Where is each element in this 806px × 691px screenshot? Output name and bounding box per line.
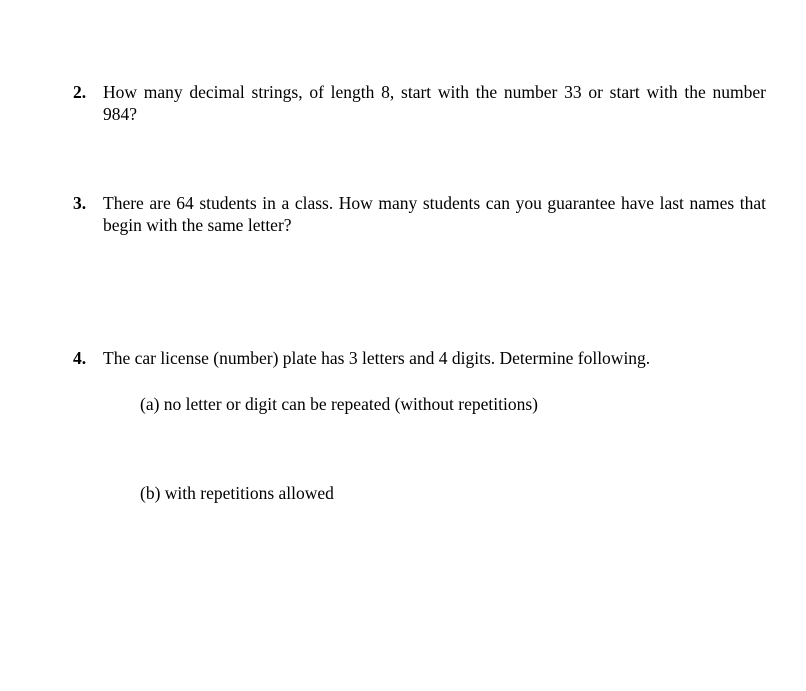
- question-text: There are 64 students in a class. How many students can you guarantee have last names that begin with the same letter?: [103, 193, 766, 235]
- question-text: How many decimal strings, of length 8, start with the number 33 or start with the number 984?: [103, 82, 766, 124]
- question-4-part-a: (a) no letter or digit can be repeated (without repetitions): [140, 394, 538, 414]
- question-number: 2.: [73, 82, 87, 102]
- question-number: 4.: [73, 348, 87, 368]
- question-4: [73, 347, 766, 369]
- question-3: [73, 192, 766, 236]
- question-text: The car license (number) plate has 3 letters and 4 digits. Determine following.: [103, 348, 651, 368]
- question-number: 3.: [73, 193, 87, 213]
- question-4-part-b: (b) with repetitions allowed: [140, 483, 334, 503]
- question-2: [73, 81, 766, 125]
